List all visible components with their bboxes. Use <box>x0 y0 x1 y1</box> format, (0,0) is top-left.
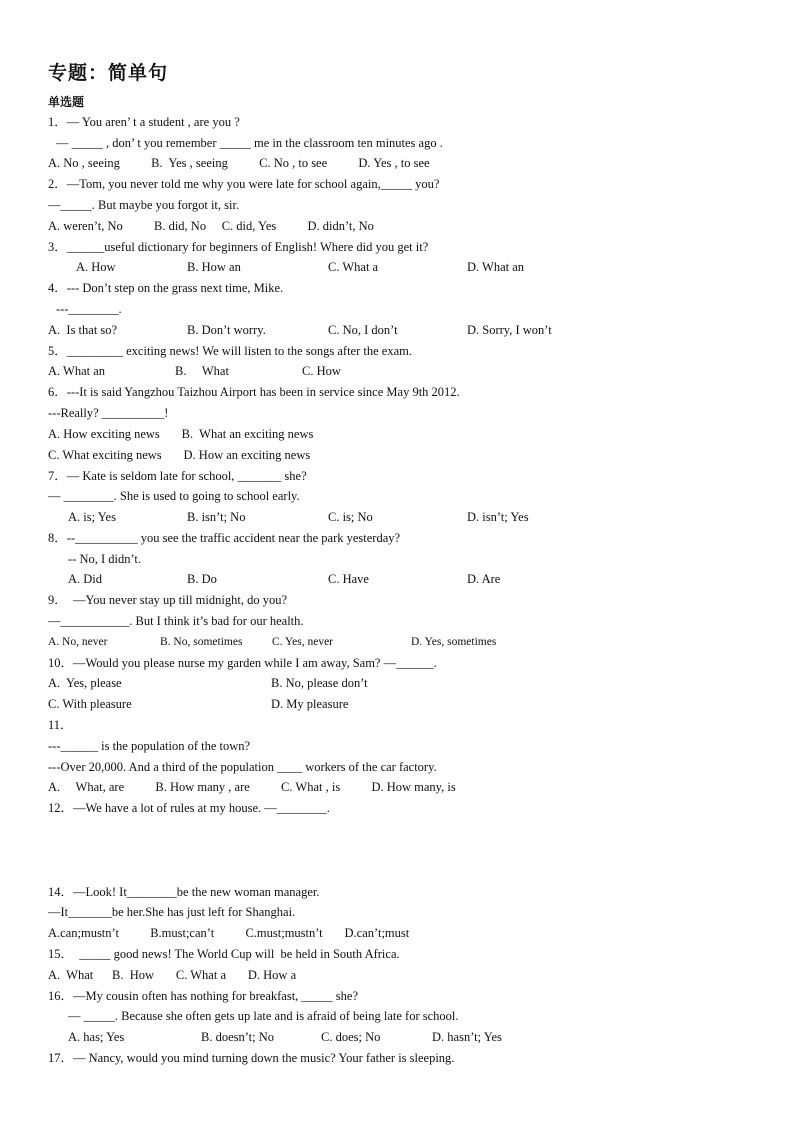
question-10-option-c: C. With pleasure <box>48 697 132 711</box>
question-4-option-a: A. Is that so? <box>48 323 118 337</box>
question-8-option-d: D. Are <box>467 572 501 586</box>
question-15-prompt: 15． _____ good news! The World Cup will be held in South Africa. <box>48 947 400 961</box>
question-11-options: A. What, are B. How many , are C. What , is D. How many, is <box>48 780 456 794</box>
question-3-option-c: C. What a <box>328 260 379 274</box>
question-1-reply: — _____ , don’ t you remember _____ me in the classroom ten minutes ago . <box>56 136 443 150</box>
question-14-options: A.can;mustn’t B.must;can’t C.must;mustn’t D.can’t;must <box>48 926 410 940</box>
question-6-prompt: 6．---It is said Yangzhou Taizhou Airport has been in service since May 9th 2012. <box>48 385 460 399</box>
question-7-option-a: A. is; Yes <box>68 510 116 524</box>
page-title: 专题：简单句 <box>48 62 169 84</box>
question-3-option-a: A. How <box>76 260 116 274</box>
question-10-option-d: D. My pleasure <box>271 697 349 711</box>
question-6-options-ab: A. How exciting news B. What an exciting news <box>48 427 314 441</box>
question-3-option-b: B. How an <box>187 260 241 274</box>
question-8-option-a: A. Did <box>68 572 103 586</box>
question-9-prompt: 9． —You never stay up till midnight, do you? <box>48 593 288 607</box>
question-16-option-a: A. has; Yes <box>68 1030 125 1044</box>
question-7-option-b: B. isn’t; No <box>187 510 246 524</box>
question-5-prompt: 5．_________ exciting news! We will listen to the songs after the exam. <box>48 344 412 358</box>
question-6-options-cd: C. What exciting news D. How an exciting news <box>48 448 311 462</box>
question-5-option-c: C. How <box>302 364 341 378</box>
question-2-options: A. weren’t, No B. did, No C. did, Yes D. didn’t, No <box>48 219 374 233</box>
section-heading: 单选题 <box>48 95 85 109</box>
question-2-prompt: 2．—Tom, you never told me why you were late for school again,_____ you? <box>48 177 440 191</box>
question-7-prompt: 7．— Kate is seldom late for school, _______ she? <box>48 469 307 483</box>
question-9-option-d: D. Yes, sometimes <box>411 636 497 648</box>
question-14-prompt: 14．—Look! It________be the new woman manager. <box>48 885 320 899</box>
question-7-reply: — ________. She is used to going to school early. <box>48 489 300 503</box>
question-11-number: 11． <box>48 718 73 732</box>
question-8-option-b: B. Do <box>187 572 217 586</box>
question-11-prompt: ---______ is the population of the town? <box>48 739 251 753</box>
question-2-reply: —_____. But maybe you forgot it, sir. <box>48 198 240 212</box>
question-5-option-a: A. What an <box>48 364 106 378</box>
question-9-option-b: B. No, sometimes <box>160 636 243 648</box>
question-7-option-d: D. isn’t; Yes <box>467 510 529 524</box>
question-3-option-d: D. What an <box>467 260 525 274</box>
question-4-prompt: 4．--- Don’t step on the grass next time, Mike. <box>48 281 284 295</box>
question-1-prompt: 1．— You aren’ t a student , are you ? <box>48 115 240 129</box>
question-16-prompt: 16．—My cousin often has nothing for breakfast, _____ she? <box>48 989 359 1003</box>
question-10-option-b: B. No, please don’t <box>271 676 368 690</box>
question-3-prompt: 3．______useful dictionary for beginners of English! Where did you get it? <box>48 240 429 254</box>
question-10-prompt: 10．—Would you please nurse my garden while I am away, Sam? —______. <box>48 656 437 670</box>
question-8-prompt: 8．--__________ you see the traffic accident near the park yesterday? <box>48 531 401 545</box>
question-8-reply: -- No, I didn’t. <box>68 552 142 566</box>
question-12-prompt: 12．—We have a lot of rules at my house. —________. <box>48 801 330 815</box>
question-9-option-c: C. Yes, never <box>272 636 334 648</box>
question-15-options: A. What B. How C. What a D. How a <box>48 968 297 982</box>
question-11-reply: ---Over 20,000. And a third of the population ____ workers of the car factory. <box>48 760 437 774</box>
question-17-prompt: 17．— Nancy, would you mind turning down the music? Your father is sleeping. <box>48 1051 455 1065</box>
question-16-reply: — _____. Because she often gets up late and is afraid of being late for school. <box>68 1009 459 1023</box>
question-9-reply: —___________. But I think it’s bad for our health. <box>48 614 304 628</box>
question-9-option-a: A. No, never <box>48 636 108 648</box>
question-16-option-d: D. hasn’t; Yes <box>432 1030 502 1044</box>
question-16-option-c: C. does; No <box>321 1030 381 1044</box>
question-8-option-c: C. Have <box>328 572 369 586</box>
question-4-option-c: C. No, I don’t <box>328 323 398 337</box>
question-6-reply: ---Really? __________! <box>48 406 169 420</box>
question-4-option-b: B. Don’t worry. <box>187 323 266 337</box>
question-7-option-c: C. is; No <box>328 510 373 524</box>
question-1-options: A. No , seeing B. Yes , seeing C. No , to see D. Yes , to see <box>48 156 430 170</box>
question-14-reply: —It_______be her.She has just left for Shanghai. <box>48 905 296 919</box>
question-10-option-a: A. Yes, please <box>48 676 122 690</box>
question-4-reply: ---________. <box>56 302 122 316</box>
question-4-option-d: D. Sorry, I won’t <box>467 323 552 337</box>
question-5-option-b: B. What <box>175 364 229 378</box>
question-16-option-b: B. doesn’t; No <box>201 1030 275 1044</box>
